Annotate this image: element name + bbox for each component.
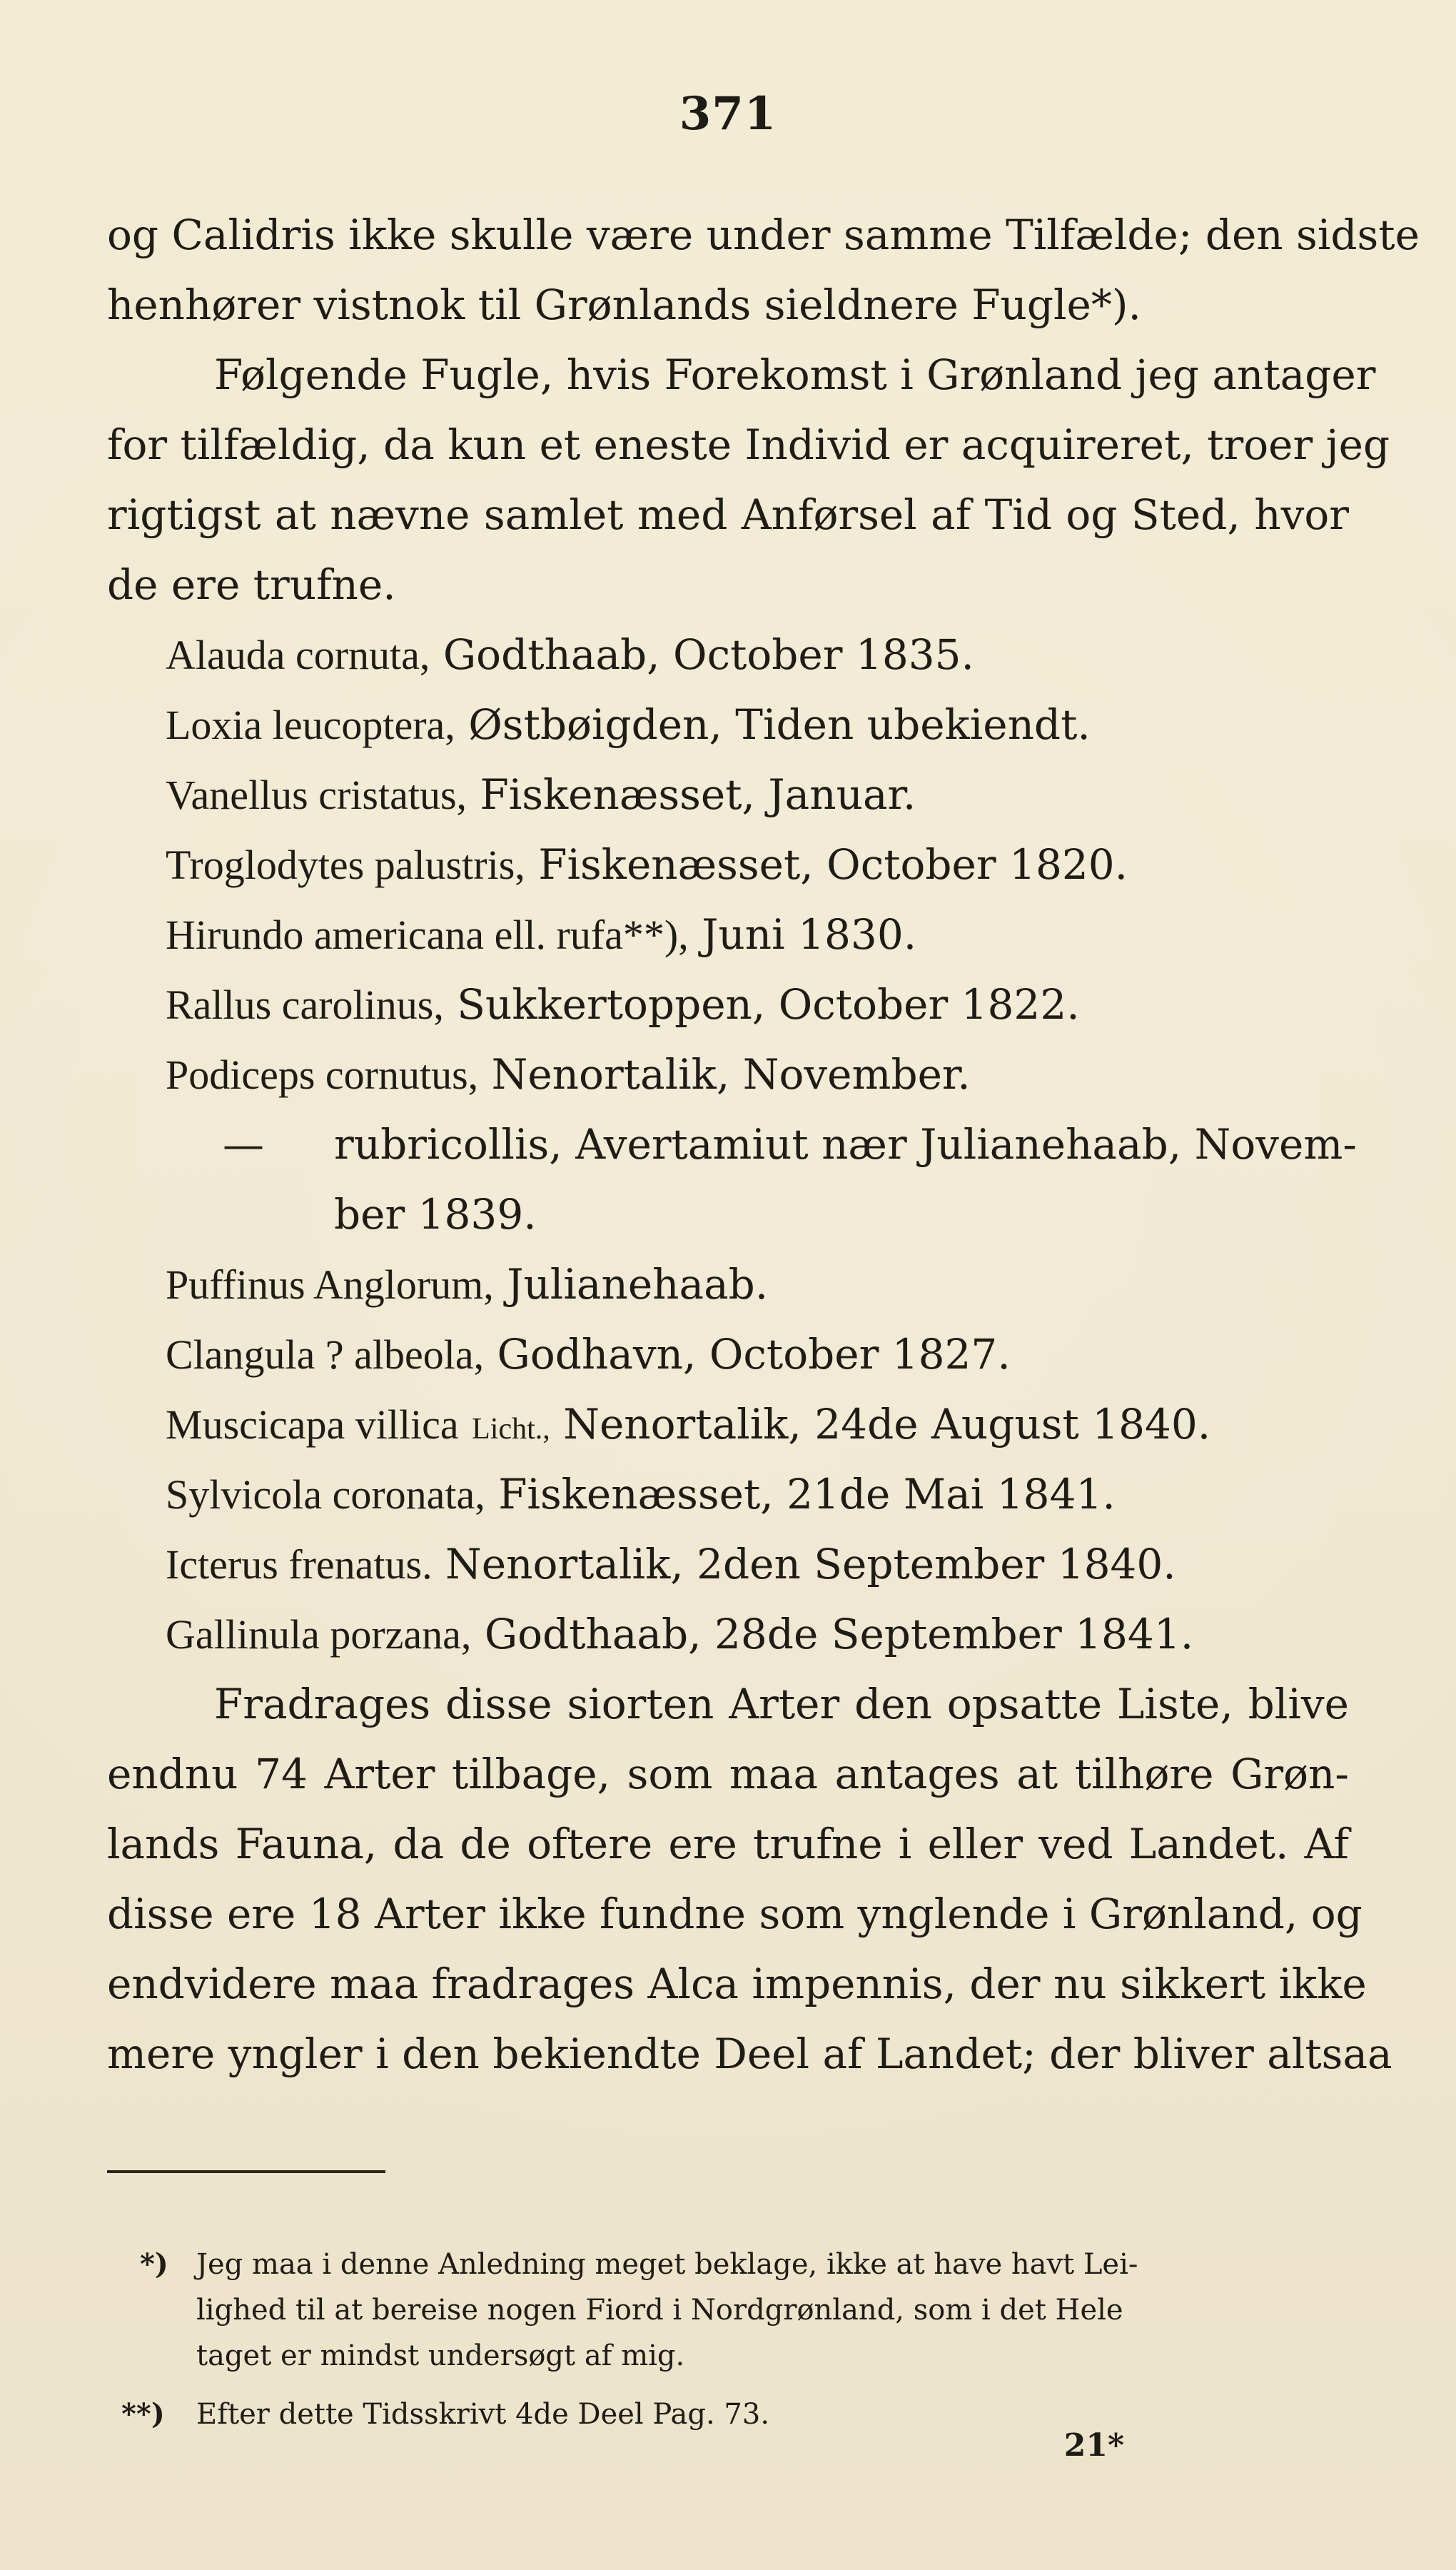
- footnote-marker: **): [121, 2397, 165, 2431]
- species-locality: Godhavn, October 1827.: [497, 1330, 1011, 1379]
- species-locality: Fiskenæsset, 21de Mai 1841.: [498, 1470, 1116, 1518]
- species-latin-name: Hirundo americana ell. rufa**),: [166, 912, 689, 958]
- paragraph-line: de ere trufne.: [107, 560, 396, 609]
- species-continuation: ber 1839.: [334, 1190, 537, 1239]
- species-entry: [334, 1117, 1357, 1172]
- species-latin-name: Puffinus Anglorum,: [166, 1261, 494, 1308]
- paragraph-line: disse ere 18 Arter ikke fundne som ynglende i Grønland, og: [107, 1890, 1363, 1938]
- footnote-line: Jeg maa i denne Anledning meget beklage, ikke at have havt Lei-: [196, 2248, 1138, 2281]
- footnote-line: lighed til at bereise nogen Fiord i Nordgrønland, som i det Hele: [196, 2294, 1123, 2327]
- species-latin-name: Sylvicola coronata,: [166, 1471, 485, 1518]
- paragraph-line: Fradrages disse siorten Arter den opsatte Liste, blive: [214, 1680, 1349, 1728]
- paragraph-line: og Calidris ikke skulle være under samme Tilfælde; den sidste: [107, 211, 1420, 259]
- species-locality: Nenortalik, 24de August 1840.: [563, 1400, 1211, 1448]
- species-entry: [166, 1396, 1308, 1457]
- species-locality: Nenortalik, 2den September 1840.: [445, 1540, 1176, 1588]
- ditto-dash: —: [223, 1120, 264, 1169]
- paragraph-line: mere yngler i den bekiendte Deel af Landet; der bliver altsaa: [107, 2030, 1392, 2078]
- species-latin-name: Muscicapa villica: [166, 1401, 459, 1448]
- species-entry: [166, 907, 1308, 963]
- paragraph-line: endnu 74 Arter tilbage, som maa antages at tilhøre Grøn-: [107, 1750, 1349, 1798]
- species-entry: [166, 837, 1308, 893]
- species-locality: Julianehaab.: [507, 1260, 769, 1309]
- species-latin-name: Podiceps cornutus,: [166, 1052, 479, 1098]
- footnote-marker: *): [140, 2247, 168, 2281]
- species-entry: [166, 697, 1308, 753]
- species-entry: [166, 1047, 1308, 1103]
- species-entry: [166, 767, 1308, 823]
- species-entry: [166, 1466, 1308, 1523]
- paragraph-line: for tilfældig, da kun et eneste Individ er acquireret, troer jeg: [107, 420, 1390, 469]
- species-locality: Nenortalik, November.: [491, 1050, 971, 1099]
- paragraph-line: henhører vistnok til Grønlands sieldnere Fugle*).: [107, 281, 1141, 329]
- species-entry: [166, 977, 1308, 1033]
- species-locality: Fiskenæsset, October 1820.: [538, 840, 1128, 889]
- page-number: 371: [679, 87, 777, 141]
- paragraph-line: Følgende Fugle, hvis Forekomst i Grønland jeg antager: [214, 351, 1376, 399]
- paragraph-line: lands Fauna, da de oftere ere trufne i eller ved Landet. Af: [107, 1820, 1349, 1868]
- species-latin-name: Vanellus cristatus,: [166, 772, 467, 818]
- signature-mark: 21*: [1063, 2427, 1124, 2464]
- species-locality: Godthaab, 28de September 1841.: [484, 1610, 1194, 1658]
- species-latin-name: Rallus carolinus,: [166, 982, 444, 1028]
- footnote-separator: [107, 2170, 385, 2173]
- paragraph-line: endvidere maa fradrages Alca impennis, der nu sikkert ikke: [107, 1960, 1367, 2008]
- footnote-line: taget er mindst undersøgt af mig.: [196, 2339, 685, 2372]
- species-latin-name: Troglodytes palustris,: [166, 842, 525, 888]
- species-authority: Licht.,: [472, 1413, 550, 1446]
- species-locality: Fiskenæsset, Januar.: [480, 770, 916, 819]
- footnote-line: Efter dette Tidsskrivt 4de Deel Pag. 73.: [196, 2398, 770, 2431]
- species-locality: Juni 1830.: [702, 910, 917, 959]
- species-latin-name: Loxia leucoptera,: [166, 702, 455, 748]
- species-entry: [166, 1536, 1308, 1593]
- species-latin-name: Icterus frenatus.: [166, 1541, 433, 1588]
- species-latin-name: Alauda cornuta,: [166, 632, 430, 678]
- species-locality: Avertamiut nær Julianehaab, Novem-: [575, 1120, 1357, 1169]
- species-latin-name: rubricollis,: [334, 1120, 562, 1169]
- species-entry: [166, 627, 1308, 683]
- species-latin-name: Gallinula porzana,: [166, 1611, 472, 1658]
- species-locality: Østbøigden, Tiden ubekiendt.: [468, 700, 1091, 749]
- species-entry: [166, 1256, 1308, 1313]
- species-locality: Godthaab, October 1835.: [443, 630, 974, 679]
- species-locality: Sukkertoppen, October 1822.: [457, 980, 1080, 1029]
- species-latin-name: Clangula ? albeola,: [166, 1331, 485, 1378]
- species-entry: [166, 1606, 1308, 1663]
- paragraph-line: rigtigst at nævne samlet med Anførsel af Tid og Sted, hvor: [107, 490, 1349, 539]
- species-entry: [166, 1326, 1308, 1383]
